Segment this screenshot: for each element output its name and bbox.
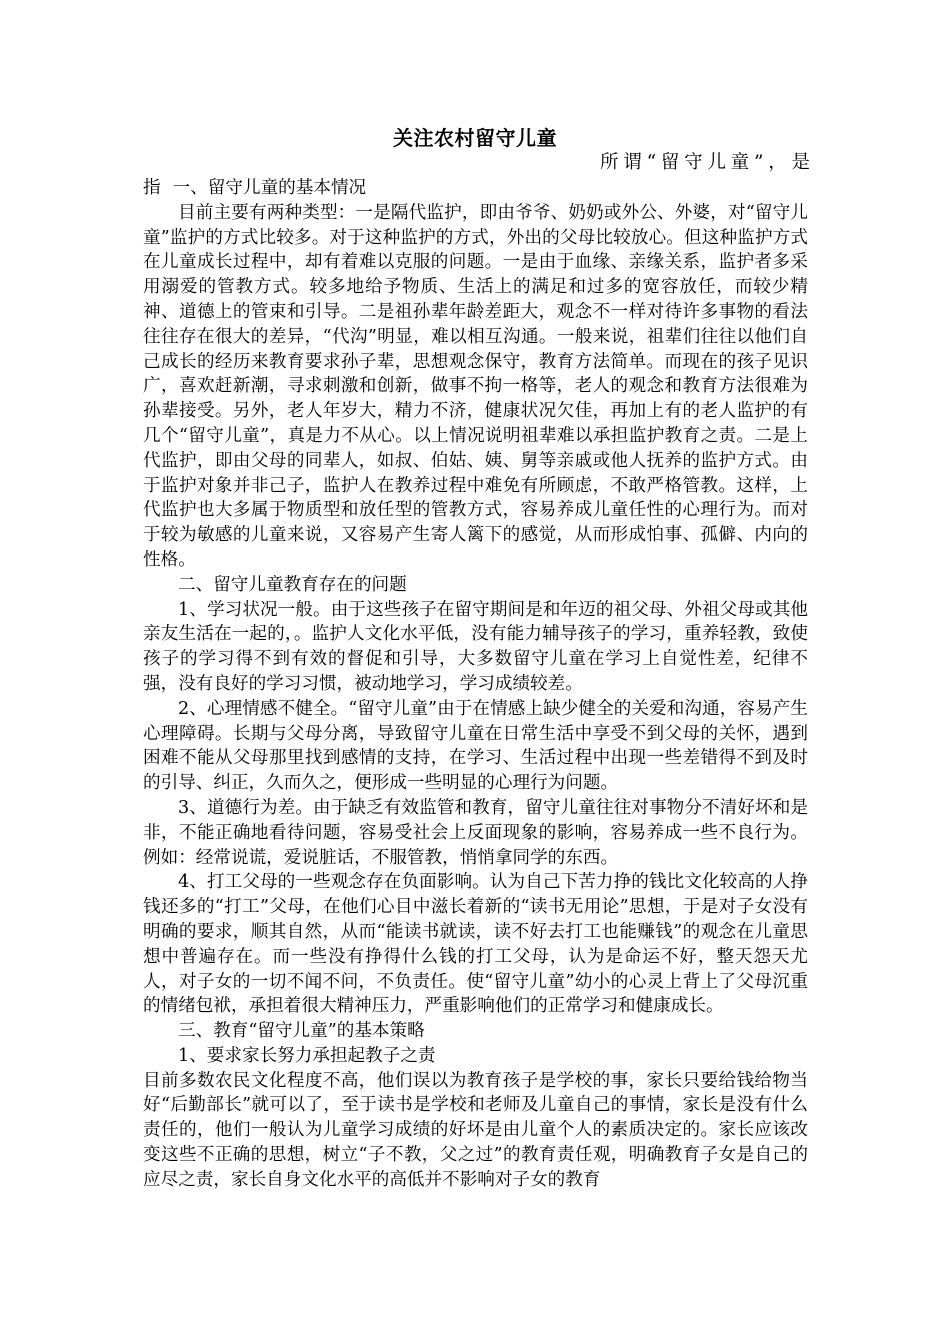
paragraph-study-status: 1、学习状况一般。由于这些孩子在留守期间是和年迈的祖父母、外祖父母或其他亲友生活在一起的，。监护人文化水平低，没有能力辅导孩子的学习，重养轻教，致使孩子的学习得不到有效的督促和引导，大多数留守儿童在学习上自觉性差，纪律不强，没有良好的学习习惯，被动地学习，学习成绩较差。 bbox=[143, 599, 808, 694]
paragraph-psychology: 2、心理情感不健全。“留守儿童”由于在情感上缺少健全的关爱和沟通，容易产生心理障碍。长期与父母分离，导致留守儿童在日常生活中享受不到父母的关怀，遇到困难不能从父母那里找到感情的支持，在学习、生活过程中出现一些差错得不到及时的引导、纠正，久而久之，便形成一些明显的心理行为问题。 bbox=[143, 698, 808, 794]
document-title: 关注农村留守儿童 bbox=[393, 126, 557, 150]
section-heading-2: 二、留守儿童教育存在的问题 bbox=[178, 574, 407, 595]
intro-lead: 指 bbox=[143, 178, 161, 198]
section-heading-1-line bbox=[143, 176, 808, 201]
paragraph-parent-responsibility: 目前多数农民文化程度不高，他们误以为教育孩子是学校的事，家长只要给钱给物当好“后勤部长”就可以了，至于读书是学校和老师及儿童自己的事情，家长是没有什么责任的，他们一般认为儿童学习成绩的好坏是由儿童个人的素质决定的。家长应该改变这些不正确的思想，树立“子不教，父之过”的教育责任观，明确教育子女是自己的应尽之责，家长自身文化水平的高低并不影响对子女的教育 bbox=[143, 1070, 808, 1190]
paragraph-parent-attitudes: 4、打工父母的一些观念存在负面影响。认为自己下苦力挣的钱比文化较高的人挣钱还多的“打工”父母，在他们心目中滋长着新的“读书无用论”思想，于是对子女没有明确的要求，顺其自然，从而“能读书就读，读不好去打工也能赚钱”的观念在儿童思想中普遍存在。而一些没有挣得什么钱的打工父母，认为是命运不好，整天怨天尤人，对子女的一切不闻不问，不负责任。使“留守儿童”幼小的心灵上背上了父母沉重的情绪包袱，承担着很大精神压力，严重影响他们的正常学习和健康成长。 bbox=[143, 872, 808, 1017]
paragraph-guardianship-types: 目前主要有两种类型：一是隔代监护，即由爷爷、奶奶或外公、外婆，对“留守儿童”监护的方式比较多。对于这种监护的方式，外出的父母比较放心。但这种监护方式在儿童成长过程中，却有着难以克服的问题。一是由于血缘、亲缘关系，监护者多采用溺爱的管教方式。较多地给予物质、生活上的满足和过多的宽容放任，而较少精神、道德上的管束和引导。二是祖孙辈年龄差距大，观念不一样对待许多事物的看法往往存在很大的差异，“代沟”明显，难以相互沟通。一般来说，祖辈们往往以他们自己成长的经历来教育要求孙子辈，思想观念保守，教育方法简单。而现在的孩子见识广，喜欢赶新潮，寻求刺激和创新，做事不拘一格等，老人的观念和教育方法很难为孙辈接受。另外，老人年岁大，精力不济，健康状况欠佳，再加上有的老人监护的有几个“留守儿童”，真是力不从心。以上情况说明祖辈难以承担监护教育之责。二是上代监护，即由父母的同辈人，如叔、伯姑、姨、舅等亲戚或他人抚养的监护方式。由于监护对象并非己子，监护人在教养过程中难免有所顾虑，不敢严格管教。这样，上代监护也大多属于物质型和放任型的管教方式，容易养成儿童任性的心理行为。而对于较为敏感的儿童来说，又容易产生寄人篱下的感觉，从而形成怕事、孤僻、内向的性格。 bbox=[143, 202, 808, 570]
subsection-heading-1: 1、要求家长努力承担起教子之责 bbox=[178, 1045, 436, 1066]
section-heading-3: 三、教育“留守儿童”的基本策略 bbox=[178, 1021, 425, 1042]
document-body bbox=[143, 176, 808, 1193]
section-heading-1: 一、留守儿童的基本情况 bbox=[172, 178, 367, 198]
intro-fragment: 所谓“留守儿童”，是 bbox=[600, 152, 810, 173]
paragraph-moral-behavior: 3、道德行为差。由于缺乏有效监管和教育，留守儿童往往对事物分不清好坏和是非，不能正确地看待问题，容易受社会上反面现象的影响，容易养成一些不良行为。例如：经常说谎，爱说脏话，不服管教，悄悄拿同学的东西。 bbox=[143, 797, 808, 868]
